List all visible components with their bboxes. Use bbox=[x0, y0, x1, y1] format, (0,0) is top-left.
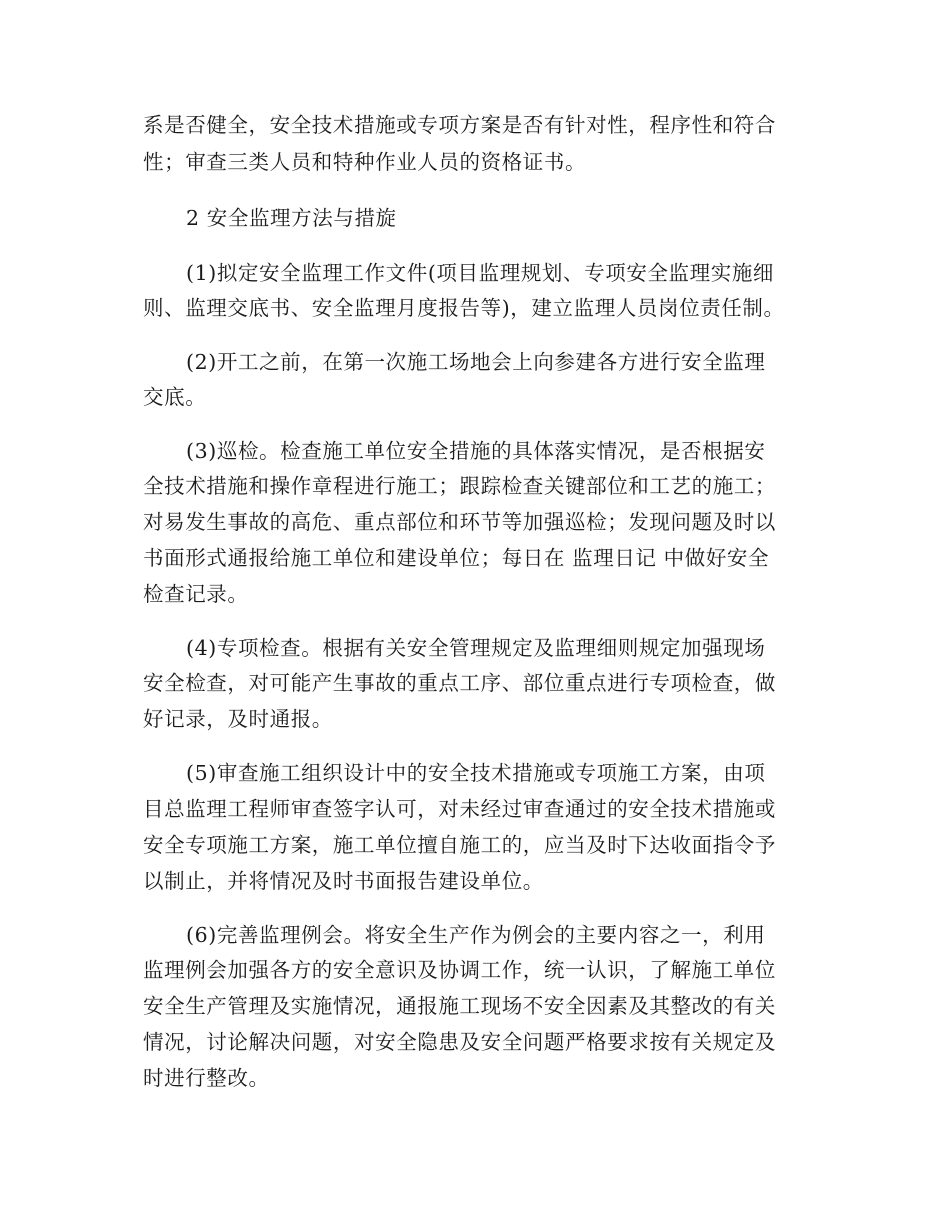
text-line: (4)专项检查。根据有关安全管理规定及监理细则规定加强现场 bbox=[186, 636, 766, 660]
text-line: 检查记录。 bbox=[143, 582, 249, 606]
text-line: 对易发生事故的高危、重点部位和环节等加强巡检；发现问题及时以 bbox=[143, 510, 776, 534]
text-line: 系是否健全，安全技术措施或专项方案是否有针对性，程序性和符合 bbox=[143, 113, 776, 137]
text-line: 交底。 bbox=[143, 385, 207, 409]
section-heading: 2 安全监理方法与措旋 bbox=[186, 206, 397, 230]
text-line: 好记录，及时通报。 bbox=[143, 707, 333, 731]
text-line: 情况，讨论解决问题，对安全隐患及安全问题严格要求按有关规定及 bbox=[143, 1030, 776, 1054]
text-line: 安全专项施工方案，施工单位擅自施工的，应当及时下达收面指令予 bbox=[143, 833, 776, 857]
text-line: 安全检查，对可能产生事故的重点工序、部位重点进行专项检查，做 bbox=[143, 671, 776, 695]
text-line: 目总监理工程师审查签字认可，对未经过审查通过的安全技术措施或 bbox=[143, 797, 776, 821]
text-line: 书面形式通报给施工单位和建设单位；每日在 监理日记 中做好安全 bbox=[143, 546, 770, 570]
text-line: 性；审查三类人员和特种作业人员的资格证书。 bbox=[143, 150, 587, 174]
text-line: (2)开工之前，在第一次施工场地会上向参建各方进行安全监理 bbox=[186, 350, 766, 374]
text-line: 全技术措施和操作章程进行施工；跟踪检查关键部位和工艺的施工； bbox=[143, 474, 776, 498]
text-line: 安全生产管理及实施情况，通报施工现场不安全因素及其整改的有关 bbox=[143, 994, 776, 1018]
text-line: 以制止，并将情况及时书面报告建设单位。 bbox=[143, 869, 544, 893]
text-line: 监理例会加强各方的安全意识及协调工作，统一认识，了解施工单位 bbox=[143, 958, 776, 982]
text-line: (1)拟定安全监理工作文件(项目监理规划、专项安全监理实施细 bbox=[186, 261, 775, 285]
text-line: 则、监理交底书、安全监理月度报告等)，建立监理人员岗位责任制。 bbox=[143, 296, 785, 320]
text-line: (5)审查施工组织设计中的安全技术措施或专项施工方案，由项 bbox=[186, 761, 766, 785]
text-line: (6)完善监理例会。将安全生产作为例会的主要内容之一，利用 bbox=[186, 923, 766, 947]
text-line: (3)巡检。检查施工单位安全措施的具体落实情况，是否根据安 bbox=[186, 439, 766, 463]
text-line: 时进行整改。 bbox=[143, 1066, 270, 1090]
